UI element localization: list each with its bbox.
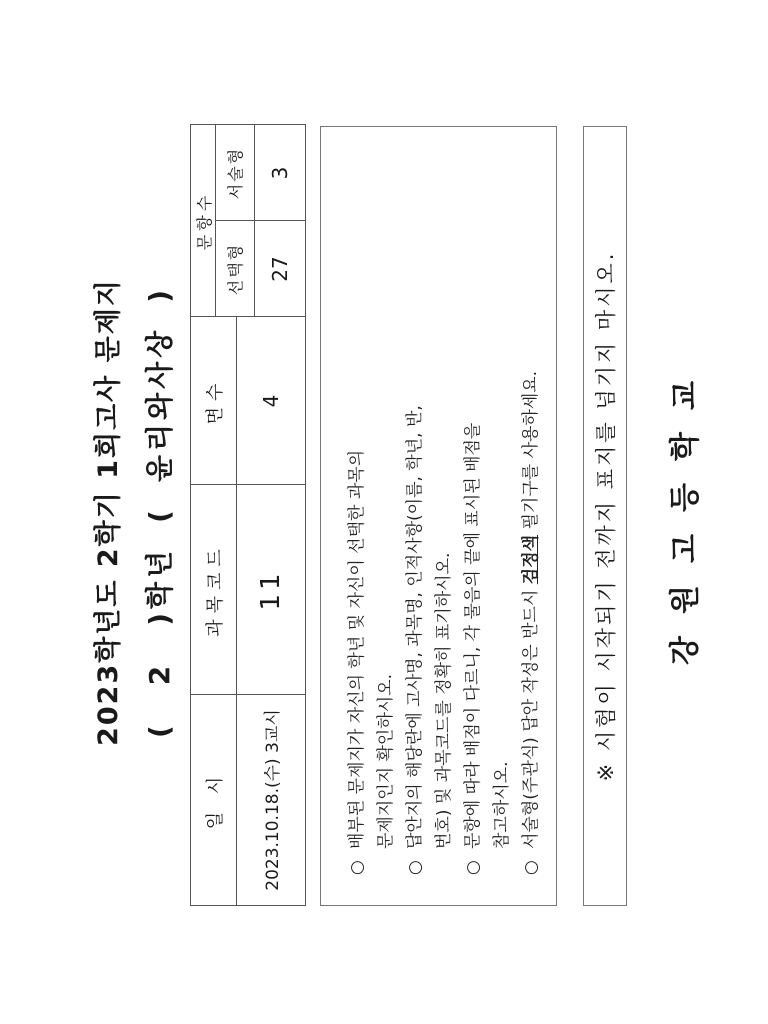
notice-bar: ※ 시험이 시작되기 전까지 표지를 넘기지 마시오.: [583, 126, 627, 906]
black-pen-emphasis: 검정색: [521, 534, 541, 585]
bullet-circle: ○: [521, 860, 541, 875]
page-count-value: 4: [258, 394, 283, 408]
subject-code-label: 과목코드: [204, 543, 226, 637]
essay-count: 3: [267, 166, 292, 180]
question-count-label: 문항수: [194, 191, 214, 251]
multiple-choice-count: 27: [267, 256, 292, 282]
date-value: 2023.10.18.(수) 3교시: [263, 709, 283, 891]
bullet-circle: ○: [405, 860, 425, 875]
instructions-box: [320, 126, 557, 906]
subject-code-value: 11: [255, 569, 286, 611]
bullet-circle: ○: [347, 860, 367, 875]
multiple-choice-label: 선택형: [226, 242, 245, 296]
subject-close-paren: ): [143, 285, 176, 303]
subject-open-paren: (: [143, 506, 176, 523]
instruction-item: ○답안지의 해당란에 고사명, 과목명, 인적사항(이름, 학년, 반, 번호) 및 과목코드를 정확히 표기하시오.: [401, 151, 459, 875]
exam-info-table: [190, 124, 306, 906]
essay-label: 서술형: [226, 146, 245, 200]
grade-subject-line: [138, 100, 178, 924]
bullet-circle: ○: [463, 860, 483, 875]
grade-value: 2: [143, 661, 176, 686]
instruction-item: ○문항에 따라 배점이 다르니, 각 물음의 끝에 표시된 배점을 참고하시오.: [459, 151, 517, 875]
school-name: 강원고등학교: [668, 359, 703, 665]
subject-name: 윤리와사상: [143, 326, 176, 483]
grade-open-paren: (: [143, 721, 176, 739]
date-label: 일 시: [204, 770, 226, 830]
exam-title: 2023학년도 2학기 1회고사 문제지: [93, 278, 124, 746]
grade-suffix: )학년: [143, 546, 176, 626]
page-count-label: 면수: [204, 377, 226, 425]
instruction-item: ○배부된 문제지가 자신의 학년 및 자신이 선택한 과목의 문제지인지 확인하시오.: [343, 151, 401, 875]
instruction-item: ○서술형(주관식) 답안 작성은 반드시 검정색 필기구를 사용하세요.: [517, 151, 546, 875]
